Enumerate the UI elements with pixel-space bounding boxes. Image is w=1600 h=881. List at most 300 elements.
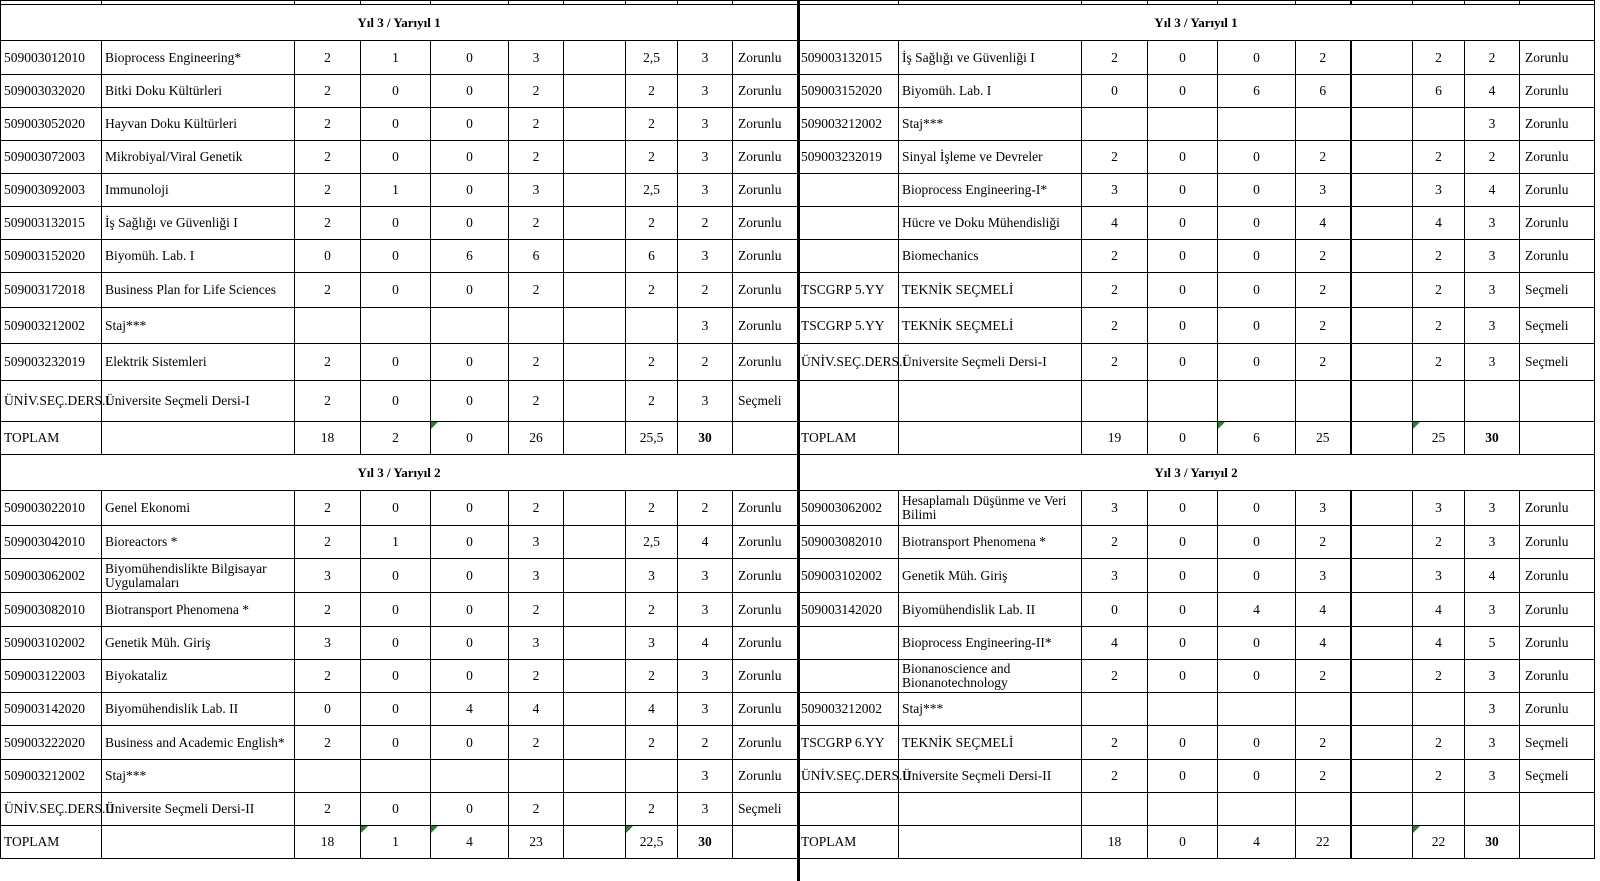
left-curriculum-panel: [0, 0, 797, 859]
practice-hours: 0: [361, 141, 431, 174]
theory-hours: 2: [1082, 141, 1148, 174]
blank-cell: [564, 308, 626, 344]
course-type: Zorunlu: [1520, 75, 1595, 108]
local-credit: [509, 308, 564, 344]
ects-value: 2,5: [626, 174, 678, 207]
theory-hours: 2: [295, 273, 361, 308]
course-type: Zorunlu: [1520, 693, 1595, 726]
course-name: Business Plan for Life Sciences: [102, 273, 295, 308]
blank-cell: [1351, 627, 1413, 660]
course-code: ÜNİV.SEÇ.DERS.II: [1, 793, 102, 826]
course-type: [733, 422, 798, 455]
blank-cell: [1351, 108, 1413, 141]
theory-hours: 2: [1082, 726, 1148, 760]
practice-hours: 0: [1148, 826, 1218, 859]
blank-cell: [564, 693, 626, 726]
ects-value: 2: [1413, 308, 1465, 344]
course-name: Bitki Doku Kültürleri: [102, 75, 295, 108]
ects-value: 2: [626, 793, 678, 826]
lab-hours: 0: [1218, 41, 1296, 75]
course-name: Sinyal İşleme ve Devreler: [899, 141, 1082, 174]
lab-hours: 0: [1218, 141, 1296, 174]
blank-cell: [1351, 826, 1413, 859]
theory-hours: 19: [1082, 422, 1148, 455]
credit-value: 3: [678, 174, 733, 207]
local-credit: 6: [1296, 75, 1351, 108]
lab-hours: 0: [1218, 344, 1296, 381]
course-name: [899, 826, 1082, 859]
credit-value: 3: [678, 559, 733, 593]
lab-hours: 4: [1218, 826, 1296, 859]
course-type: Seçmeli: [1520, 726, 1595, 760]
ects-value: [626, 308, 678, 344]
course-name: Biyomühendislik Lab. II: [899, 593, 1082, 627]
course-code: ÜNİV.SEÇ.DERS.II: [798, 760, 899, 793]
blank-cell: [1351, 559, 1413, 593]
course-name: Staj***: [102, 308, 295, 344]
lab-hours: 4: [431, 693, 509, 726]
ects-value: 2: [626, 141, 678, 174]
theory-hours: 2: [295, 141, 361, 174]
course-name: [102, 422, 295, 455]
course-name: İş Sağlığı ve Güvenliği I: [899, 41, 1082, 75]
credit-value: 3: [1465, 344, 1520, 381]
lab-hours: [1218, 108, 1296, 141]
theory-hours: 18: [295, 422, 361, 455]
course-row: [1, 526, 798, 559]
lab-hours: 0: [431, 726, 509, 760]
lab-hours: 0: [431, 41, 509, 75]
credit-value: 3: [1465, 760, 1520, 793]
course-code: TSCGRP 5.YY: [798, 273, 899, 308]
semester-title: Yıl 3 / Yarıyıl 1: [798, 5, 1595, 41]
practice-hours: 0: [1148, 526, 1218, 559]
course-name: Üniversite Seçmeli Dersi-II: [102, 793, 295, 826]
practice-hours: 0: [1148, 559, 1218, 593]
blank-cell: [1351, 593, 1413, 627]
course-name: Staj***: [899, 693, 1082, 726]
course-type: Seçmeli: [1520, 760, 1595, 793]
course-name: [899, 381, 1082, 422]
local-credit: 2: [509, 141, 564, 174]
course-type: Zorunlu: [1520, 240, 1595, 273]
course-type: Zorunlu: [1520, 141, 1595, 174]
lab-hours: 0: [431, 491, 509, 526]
ects-value: 6: [1413, 75, 1465, 108]
theory-hours: 2: [295, 526, 361, 559]
course-row: [798, 660, 1595, 693]
course-name: Biyomüh. Lab. I: [102, 240, 295, 273]
local-credit: [1296, 108, 1351, 141]
blank-cell: [1351, 174, 1413, 207]
theory-hours: 0: [1082, 75, 1148, 108]
credit-value: 5: [1465, 627, 1520, 660]
practice-hours: [1148, 108, 1218, 141]
practice-hours: 0: [361, 108, 431, 141]
ects-value: 2,5: [626, 526, 678, 559]
lab-hours: 0: [1218, 174, 1296, 207]
ects-value: 2: [626, 75, 678, 108]
lab-hours: 6: [431, 240, 509, 273]
course-type: Zorunlu: [1520, 559, 1595, 593]
semester-title: Yıl 3 / Yarıyıl 2: [798, 455, 1595, 491]
practice-hours: 0: [1148, 273, 1218, 308]
theory-hours: 2: [1082, 41, 1148, 75]
practice-hours: 0: [1148, 41, 1218, 75]
practice-hours: 0: [361, 627, 431, 660]
course-code: 509003232019: [798, 141, 899, 174]
course-name: Üniversite Seçmeli Dersi-I: [899, 344, 1082, 381]
lab-hours: 0: [431, 627, 509, 660]
course-name: Hücre ve Doku Mühendisliği: [899, 207, 1082, 240]
theory-hours: 2: [1082, 526, 1148, 559]
theory-hours: 2: [1082, 760, 1148, 793]
credit-value: 3: [1465, 726, 1520, 760]
credit-value: 3: [1465, 660, 1520, 693]
credit-value: 3: [678, 240, 733, 273]
course-code: 509003142020: [798, 593, 899, 627]
local-credit: 3: [509, 526, 564, 559]
course-type: [1520, 422, 1595, 455]
course-code: TOPLAM: [1, 826, 102, 859]
course-code: 509003122003: [1, 660, 102, 693]
course-name: Biomechanics: [899, 240, 1082, 273]
course-type: Zorunlu: [733, 108, 798, 141]
ects-value: 2,5: [626, 41, 678, 75]
lab-hours: 0: [431, 207, 509, 240]
local-credit: 2: [1296, 660, 1351, 693]
right-curriculum-table: [797, 0, 1595, 859]
course-row: [798, 240, 1595, 273]
ects-value: 4: [626, 693, 678, 726]
course-type: Seçmeli: [733, 793, 798, 826]
course-code: 509003212002: [1, 760, 102, 793]
credit-value: 3: [678, 381, 733, 422]
course-code: 509003102002: [798, 559, 899, 593]
credit-value: 30: [1465, 422, 1520, 455]
credit-value: 2: [678, 207, 733, 240]
course-code: [798, 174, 899, 207]
semester-header-row: [1, 455, 798, 491]
course-name: Staj***: [899, 108, 1082, 141]
course-code: 509003042010: [1, 526, 102, 559]
course-row: [1, 344, 798, 381]
blank-cell: [564, 240, 626, 273]
course-code: TOPLAM: [1, 422, 102, 455]
local-credit: 2: [1296, 273, 1351, 308]
practice-hours: 0: [361, 559, 431, 593]
lab-hours: 0: [1218, 660, 1296, 693]
blank-cell: [1351, 660, 1413, 693]
blank-cell: [564, 75, 626, 108]
blank-cell: [564, 760, 626, 793]
blank-cell: [1351, 693, 1413, 726]
blank-cell: [564, 593, 626, 627]
course-name: Biyomühendislik Lab. II: [102, 693, 295, 726]
course-row: [798, 344, 1595, 381]
credit-value: 30: [678, 826, 733, 859]
course-name: Elektrik Sistemleri: [102, 344, 295, 381]
course-name: Bioprocess Engineering*: [102, 41, 295, 75]
blank-cell: [564, 826, 626, 859]
local-credit: 2: [1296, 41, 1351, 75]
course-name: Üniversite Seçmeli Dersi-I: [102, 381, 295, 422]
course-row: [1, 593, 798, 627]
course-row: [798, 174, 1595, 207]
local-credit: 23: [509, 826, 564, 859]
course-name: Biyomühendislikte Bilgisayar Uygulamaları: [102, 559, 295, 593]
ects-value: 3: [1413, 174, 1465, 207]
course-row: [1, 793, 798, 826]
theory-hours: [1082, 693, 1148, 726]
credit-value: 4: [678, 627, 733, 660]
semester-header-row: [798, 5, 1595, 41]
practice-hours: 0: [1148, 760, 1218, 793]
course-row: [1, 693, 798, 726]
course-type: Zorunlu: [733, 75, 798, 108]
course-name: [102, 826, 295, 859]
blank-cell: [1351, 75, 1413, 108]
credit-value: 3: [1465, 207, 1520, 240]
lab-hours: [431, 308, 509, 344]
course-code: 509003152020: [1, 240, 102, 273]
lab-hours: 0: [431, 660, 509, 693]
course-code: [798, 207, 899, 240]
local-credit: 2: [1296, 526, 1351, 559]
course-name: TEKNİK SEÇMELİ: [899, 308, 1082, 344]
local-credit: [1296, 693, 1351, 726]
course-code: 509003132015: [1, 207, 102, 240]
course-type: Zorunlu: [1520, 207, 1595, 240]
lab-hours: 0: [431, 526, 509, 559]
lab-hours: 0: [1218, 240, 1296, 273]
blank-cell: [564, 174, 626, 207]
course-row: [1, 174, 798, 207]
practice-hours: 0: [1148, 174, 1218, 207]
blank-cell: [564, 273, 626, 308]
course-type: Zorunlu: [733, 174, 798, 207]
ects-value: [1413, 108, 1465, 141]
ects-value: 25: [1413, 422, 1465, 455]
blank-cell: [564, 381, 626, 422]
lab-hours: 0: [431, 108, 509, 141]
course-type: Zorunlu: [733, 207, 798, 240]
course-row: [798, 726, 1595, 760]
practice-hours: 0: [361, 207, 431, 240]
course-code: 509003052020: [1, 108, 102, 141]
course-name: Biotransport Phenomena *: [102, 593, 295, 627]
local-credit: 2: [509, 660, 564, 693]
course-type: Zorunlu: [1520, 41, 1595, 75]
ects-value: 3: [1413, 559, 1465, 593]
credit-value: 3: [678, 760, 733, 793]
course-code: TSCGRP 6.YY: [798, 726, 899, 760]
credit-value: 30: [678, 422, 733, 455]
theory-hours: 0: [295, 693, 361, 726]
course-row: [798, 207, 1595, 240]
theory-hours: 2: [295, 381, 361, 422]
theory-hours: 3: [1082, 491, 1148, 526]
theory-hours: 2: [295, 660, 361, 693]
lab-hours: 0: [431, 593, 509, 627]
course-code: 509003212002: [798, 693, 899, 726]
local-credit: 4: [509, 693, 564, 726]
practice-hours: 0: [1148, 422, 1218, 455]
course-row: [1, 726, 798, 760]
practice-hours: 0: [1148, 308, 1218, 344]
theory-hours: 18: [295, 826, 361, 859]
practice-hours: 0: [1148, 344, 1218, 381]
practice-hours: 0: [1148, 627, 1218, 660]
credit-value: 3: [1465, 308, 1520, 344]
course-row: [1, 41, 798, 75]
credit-value: 3: [1465, 693, 1520, 726]
ects-value: 4: [1413, 627, 1465, 660]
credit-value: 4: [1465, 75, 1520, 108]
practice-hours: 0: [1148, 207, 1218, 240]
ects-value: 2: [1413, 526, 1465, 559]
credit-value: 3: [1465, 273, 1520, 308]
ects-value: 2: [1413, 41, 1465, 75]
ects-value: 2: [1413, 240, 1465, 273]
local-credit: 25: [1296, 422, 1351, 455]
practice-hours: 1: [361, 41, 431, 75]
practice-hours: 0: [361, 593, 431, 627]
course-type: Seçmeli: [1520, 273, 1595, 308]
ects-value: 2: [1413, 726, 1465, 760]
course-type: Zorunlu: [1520, 660, 1595, 693]
course-row: [798, 491, 1595, 526]
theory-hours: 0: [1082, 593, 1148, 627]
lab-hours: [1218, 693, 1296, 726]
credit-value: 3: [678, 593, 733, 627]
credit-value: 3: [678, 793, 733, 826]
course-type: [1520, 381, 1595, 422]
course-code: 509003082010: [1, 593, 102, 627]
credit-value: 2: [1465, 141, 1520, 174]
course-name: Immunoloji: [102, 174, 295, 207]
course-code: 509003212002: [1, 308, 102, 344]
course-row: [798, 308, 1595, 344]
local-credit: 2: [509, 344, 564, 381]
course-code: 509003132015: [798, 41, 899, 75]
theory-hours: 2: [295, 41, 361, 75]
course-name: TEKNİK SEÇMELİ: [899, 726, 1082, 760]
theory-hours: [295, 760, 361, 793]
theory-hours: 2: [295, 344, 361, 381]
credit-value: 3: [678, 108, 733, 141]
lab-hours: 4: [431, 826, 509, 859]
panel-divider: [797, 0, 800, 881]
course-name: Mikrobiyal/Viral Genetik: [102, 141, 295, 174]
course-code: 509003102002: [1, 627, 102, 660]
course-name: Biotransport Phenomena *: [899, 526, 1082, 559]
lab-hours: 0: [1218, 207, 1296, 240]
lab-hours: 0: [431, 793, 509, 826]
blank-cell: [1351, 344, 1413, 381]
credit-value: 3: [1465, 491, 1520, 526]
practice-hours: 2: [361, 422, 431, 455]
practice-hours: 0: [361, 344, 431, 381]
course-type: Zorunlu: [733, 726, 798, 760]
course-row: [1, 381, 798, 422]
practice-hours: [1148, 381, 1218, 422]
course-row: [798, 627, 1595, 660]
course-code: [798, 660, 899, 693]
ects-value: [1413, 793, 1465, 826]
lab-hours: 0: [431, 174, 509, 207]
semester-header-row: [798, 455, 1595, 491]
ects-value: 2: [1413, 660, 1465, 693]
blank-cell: [1351, 308, 1413, 344]
course-code: ÜNİV.SEÇ.DERS.I: [798, 344, 899, 381]
credit-value: 2: [678, 491, 733, 526]
course-row: [1, 108, 798, 141]
local-credit: 4: [1296, 627, 1351, 660]
course-type: Zorunlu: [1520, 526, 1595, 559]
theory-hours: 2: [295, 75, 361, 108]
course-name: [899, 793, 1082, 826]
total-row: [1, 422, 798, 455]
practice-hours: 0: [1148, 491, 1218, 526]
practice-hours: 0: [1148, 75, 1218, 108]
theory-hours: 2: [295, 726, 361, 760]
blank-cell: [1351, 793, 1413, 826]
course-row: [1, 141, 798, 174]
course-type: Zorunlu: [1520, 491, 1595, 526]
theory-hours: 3: [1082, 174, 1148, 207]
local-credit: 22: [1296, 826, 1351, 859]
theory-hours: 4: [1082, 207, 1148, 240]
local-credit: 2: [509, 381, 564, 422]
course-row: [1, 273, 798, 308]
blank-cell: [564, 41, 626, 75]
theory-hours: [1082, 108, 1148, 141]
local-credit: 2: [509, 726, 564, 760]
blank-cell: [564, 344, 626, 381]
course-code: 509003222020: [1, 726, 102, 760]
course-row: [798, 141, 1595, 174]
theory-hours: 2: [1082, 240, 1148, 273]
course-row: [798, 41, 1595, 75]
blank-cell: [1351, 207, 1413, 240]
course-name: Biyokataliz: [102, 660, 295, 693]
ects-value: 2: [626, 660, 678, 693]
total-row: [798, 422, 1595, 455]
ects-value: 2: [626, 381, 678, 422]
semester-title: Yıl 3 / Yarıyıl 1: [1, 5, 798, 41]
credit-value: 3: [678, 308, 733, 344]
local-credit: 6: [509, 240, 564, 273]
credit-value: 3: [678, 75, 733, 108]
semester-title: Yıl 3 / Yarıyıl 2: [1, 455, 798, 491]
credit-value: 3: [1465, 526, 1520, 559]
theory-hours: 3: [1082, 559, 1148, 593]
credit-value: 3: [678, 41, 733, 75]
ects-value: 2: [626, 207, 678, 240]
course-type: Zorunlu: [733, 491, 798, 526]
left-curriculum-table: [0, 0, 798, 859]
theory-hours: 2: [295, 793, 361, 826]
practice-hours: 0: [361, 75, 431, 108]
credit-value: 4: [1465, 174, 1520, 207]
local-credit: [1296, 793, 1351, 826]
course-row: [798, 381, 1595, 422]
theory-hours: [1082, 381, 1148, 422]
course-name: TEKNİK SEÇMELİ: [899, 273, 1082, 308]
course-type: Zorunlu: [733, 593, 798, 627]
course-name: Bioreactors *: [102, 526, 295, 559]
